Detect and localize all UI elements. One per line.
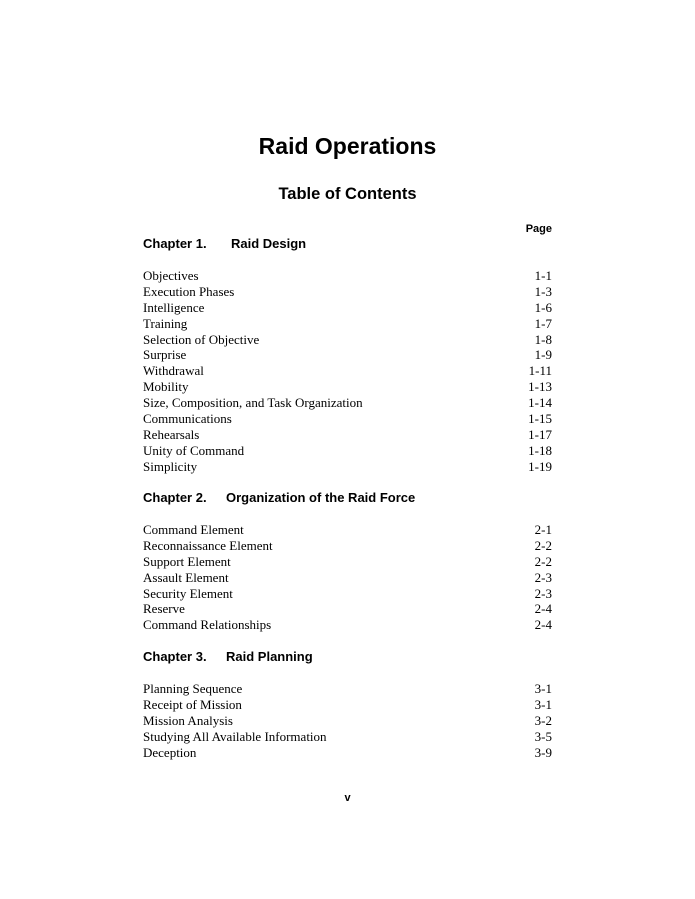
toc-entry-label: Communications <box>143 411 232 427</box>
toc-entry-page: 1-6 <box>534 299 552 315</box>
toc-entry-label: Selection of Objective <box>143 331 260 347</box>
toc-entry-page: 2-2 <box>534 553 552 569</box>
toc-entry[interactable] <box>143 316 552 332</box>
toc-entry[interactable] <box>143 713 552 729</box>
chapter-title: Raid Planning <box>226 649 313 664</box>
chapter-1-entries <box>143 268 552 475</box>
toc-entry-page: 1-14 <box>528 395 552 411</box>
toc-entry-page: 2-4 <box>534 617 552 633</box>
page-number-footer: v <box>344 792 351 804</box>
toc-entry-label: Mobility <box>143 379 189 395</box>
toc-entry-page: 2-3 <box>534 569 552 585</box>
chapter-3-entries <box>143 681 552 760</box>
toc-entry-page: 1-15 <box>528 411 552 427</box>
toc-entry-label: Intelligence <box>143 299 205 315</box>
page-column-header: Page <box>525 223 552 235</box>
document-title: Raid Operations <box>258 133 437 159</box>
chapter-number: Chapter 1. <box>143 236 207 251</box>
toc-entry[interactable] <box>143 427 552 443</box>
toc-entry[interactable] <box>143 586 552 602</box>
toc-entry-label: Reserve <box>143 601 185 617</box>
toc-heading: Table of Contents <box>278 185 417 203</box>
toc-entry[interactable] <box>143 459 552 475</box>
toc-entry[interactable] <box>143 363 552 379</box>
toc-entry-label: Deception <box>143 744 197 760</box>
toc-entry-label: Mission Analysis <box>143 712 233 728</box>
toc-entry-label: Rehearsals <box>143 426 200 442</box>
toc-entry[interactable] <box>143 681 552 697</box>
toc-entry-label: Receipt of Mission <box>143 696 242 712</box>
toc-entry-page: 1-18 <box>528 442 552 458</box>
toc-entry-label: Command Element <box>143 522 244 537</box>
toc-entry-label: Support Element <box>143 553 231 569</box>
toc-entry[interactable] <box>143 395 552 411</box>
toc-entry[interactable] <box>143 300 552 316</box>
toc-entry[interactable] <box>143 332 552 348</box>
toc-entry[interactable] <box>143 411 552 427</box>
toc-entry-label: Execution Phases <box>143 283 235 299</box>
toc-entry[interactable] <box>143 617 552 633</box>
toc-entry-label: Objectives <box>143 268 199 283</box>
chapter-2-entries <box>143 522 552 633</box>
toc-entry-page: 3-5 <box>534 728 552 744</box>
toc-entry-page: 3-9 <box>534 744 552 760</box>
toc-entry-page: 1-13 <box>528 379 552 395</box>
toc-entry-page: 1-17 <box>528 426 552 442</box>
toc-entry-page: 3-1 <box>534 681 552 696</box>
toc-entry-label: Security Element <box>143 585 233 601</box>
toc-entry-label: Command Relationships <box>143 617 272 633</box>
toc-entry-page: 1-19 <box>528 458 552 474</box>
toc-entry[interactable] <box>143 347 552 363</box>
toc-entry-page: 3-2 <box>534 712 552 728</box>
toc-entry-page: 1-1 <box>534 268 552 283</box>
toc-entry-page: 1-7 <box>534 315 552 331</box>
toc-entry-page: 1-3 <box>534 283 552 299</box>
toc-entry-label: Surprise <box>143 347 187 363</box>
toc-entry-page: 2-4 <box>534 601 552 617</box>
chapter-title: Raid Design <box>231 236 307 251</box>
toc-entry-page: 2-3 <box>534 585 552 601</box>
toc-entry[interactable] <box>143 443 552 459</box>
toc-entry-page: 3-1 <box>534 696 552 712</box>
toc-entry-label: Unity of Command <box>143 442 245 458</box>
chapter-heading-1 <box>143 236 563 256</box>
toc-entry[interactable] <box>143 697 552 713</box>
toc-entry-page: 2-1 <box>534 522 552 537</box>
toc-entry-label: Studying All Available Information <box>143 728 327 744</box>
toc-entry[interactable] <box>143 284 552 300</box>
toc-entry-label: Withdrawal <box>143 363 204 379</box>
toc-entry-page: 2-2 <box>534 537 552 553</box>
toc-entry-label: Reconnaissance Element <box>143 537 273 553</box>
toc-entry[interactable] <box>143 379 552 395</box>
toc-entry[interactable] <box>143 522 552 538</box>
toc-entry-label: Simplicity <box>143 458 198 474</box>
toc-entry[interactable] <box>143 554 552 570</box>
toc-entry-page: 1-9 <box>534 347 552 363</box>
chapter-title: Organization of the Raid Force <box>226 490 416 505</box>
toc-entry[interactable] <box>143 570 552 586</box>
toc-entry-label: Assault Element <box>143 569 229 585</box>
toc-entry-label: Planning Sequence <box>143 681 243 696</box>
toc-entry[interactable] <box>143 601 552 617</box>
toc-entry[interactable] <box>143 745 552 761</box>
toc-entry-page: 1-11 <box>528 363 552 379</box>
toc-entry[interactable] <box>143 268 552 284</box>
chapter-number: Chapter 2. <box>143 490 207 505</box>
toc-entry-page: 1-8 <box>534 331 552 347</box>
chapter-heading-2 <box>143 490 563 510</box>
toc-entry[interactable] <box>143 729 552 745</box>
toc-entry[interactable] <box>143 538 552 554</box>
toc-entry-label: Size, Composition, and Task Organization <box>143 395 363 411</box>
chapter-number: Chapter 3. <box>143 649 207 664</box>
toc-entry-label: Training <box>143 315 188 331</box>
chapter-heading-3 <box>143 649 563 669</box>
